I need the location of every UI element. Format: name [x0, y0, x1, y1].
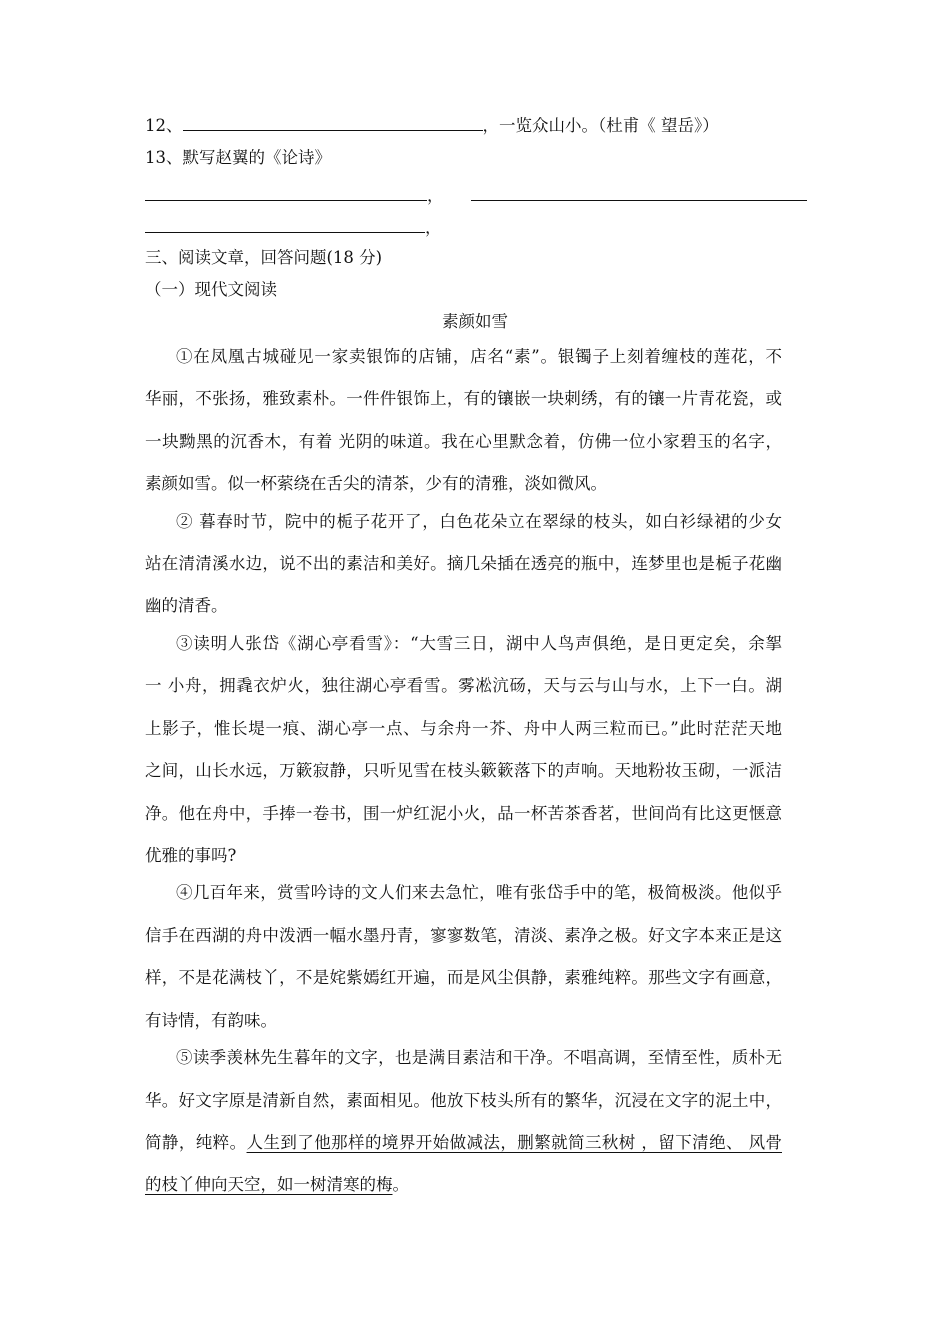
paragraph-line: 一 小舟，拥毳衣炉火，独往湖心亭看雪。雾凇沆砀，天与云与山与水，上下一白。湖 — [145, 676, 782, 696]
paragraph-line — [145, 1122, 782, 1164]
paragraph-line — [145, 1164, 782, 1206]
paragraph-4 — [145, 872, 782, 1042]
question-12-answer-blank — [183, 129, 483, 131]
paragraph-line: ⑤读季羡林先生暮年的文字，也是满目素洁和干净。不唱高调，至情至性，质朴无 — [176, 1048, 782, 1068]
paragraph-line: 华。好文字原是清新自然，素面相见。他放下枝头所有的繁华，沉浸在文字的泥土中， — [145, 1090, 782, 1110]
paragraph-5 — [145, 1037, 782, 1207]
paragraph-line: ①在凤凰古城碰见一家卖银饰的店铺，店名“素”。银镯子上刻着缠枝的莲花，不 — [176, 346, 782, 366]
paragraph-text: 。 — [392, 1175, 409, 1195]
question-13-blank-1 — [145, 199, 427, 201]
paragraph-line: 素颜如雪。似一杯萦绕在舌尖的清茶，少有的清雅，淡如微风。 — [145, 473, 607, 493]
question-13-separator-2: ， — [425, 218, 442, 237]
paragraph-line: 上影子，惟长堤一痕、湖心亭一点、与余舟一芥、舟中人两三粒而已。”此时茫茫天地 — [145, 718, 782, 738]
section-3-heading: 三、阅读文章，回答问题(18 分) — [145, 248, 383, 267]
paragraph-line: 样，不是花满枝丫，不是姹紫嫣红开遍，而是风尘俱静，素雅纯粹。那些文字有画意， — [145, 968, 782, 988]
paragraph-line: ④几百年来，赏雪吟诗的文人们来去急忙，唯有张岱手中的笔，极简极淡。他似乎 — [176, 883, 782, 903]
section-3-sub-heading: （一）现代文阅读 — [145, 280, 277, 299]
paragraph-line: ② 暮春时节，院中的栀子花开了，白色花朵立在翠绿的枝头，如白衫绿裙的少女 — [176, 511, 782, 531]
paragraph-line: 净。他在舟中，手捧一卷书，围一炉红泥小火，品一杯苦茶香茗，世间尚有比这更惬意 — [145, 803, 782, 823]
paragraph-line: ③读明人张岱《湖心亭看雪》：“大雪三日，湖中人鸟声俱绝，是日更定矣，余挐 — [176, 633, 782, 653]
question-13-blank-2 — [471, 199, 807, 201]
paragraph-line: 优雅的事吗? — [145, 845, 237, 865]
question-12-number: 12、 — [145, 116, 183, 135]
paragraph-line: 信手在西湖的舟中泼洒一幅水墨丹青，寥寥数笔，清淡、素净之极。好文字本来正是这 — [145, 925, 782, 945]
paragraph-line: 幽的清香。 — [145, 596, 228, 616]
article-title: 素颜如雪 — [442, 312, 508, 331]
paragraph-line: 华丽，不张扬，雅致素朴。一件件银饰上，有的镶嵌一块刺绣，有的镶一片青花瓷，或 — [145, 389, 782, 409]
paragraph-3 — [145, 623, 782, 877]
question-13-blank-row-2 — [145, 212, 442, 244]
question-13-blank-3 — [145, 231, 425, 233]
question-13 — [145, 142, 331, 174]
question-13-prompt: 13、默写赵翼的《论诗》 — [145, 148, 331, 167]
paragraph-text: 简静，纯粹。 — [145, 1133, 247, 1153]
paragraph-line: 之间，山长水远，万簌寂静，只听见雪在枝头簌簌落下的声响。天地粉妆玉砌，一派洁 — [145, 761, 782, 781]
paragraph-1 — [145, 336, 782, 506]
paragraph-line: 有诗情，有韵味。 — [145, 1010, 277, 1030]
article-body — [145, 336, 782, 1207]
underlined-sentence: 的枝丫伸向天空，如一树清寒的梅 — [145, 1175, 393, 1195]
question-13-separator-1: ， — [427, 186, 444, 205]
question-12 — [145, 110, 719, 142]
question-12-text: ，一览众山小。（杜甫《 望岳》） — [482, 116, 719, 135]
paragraph-2 — [145, 501, 782, 628]
question-13-blank-row-1 — [145, 180, 807, 212]
paragraph-line: 站在清清溪水边，说不出的素洁和美好。摘几朵插在透亮的瓶中，连梦里也是栀子花幽 — [145, 553, 782, 573]
underlined-sentence: 人生到了他那样的境界开始做减法，删繁就简三秋树 ，留下清绝、 风骨 — [246, 1133, 782, 1153]
paragraph-line: 一块黝黑的沉香木，有着 光阴的味道。我在心里默念着，仿佛一位小家碧玉的名字， — [145, 431, 782, 451]
